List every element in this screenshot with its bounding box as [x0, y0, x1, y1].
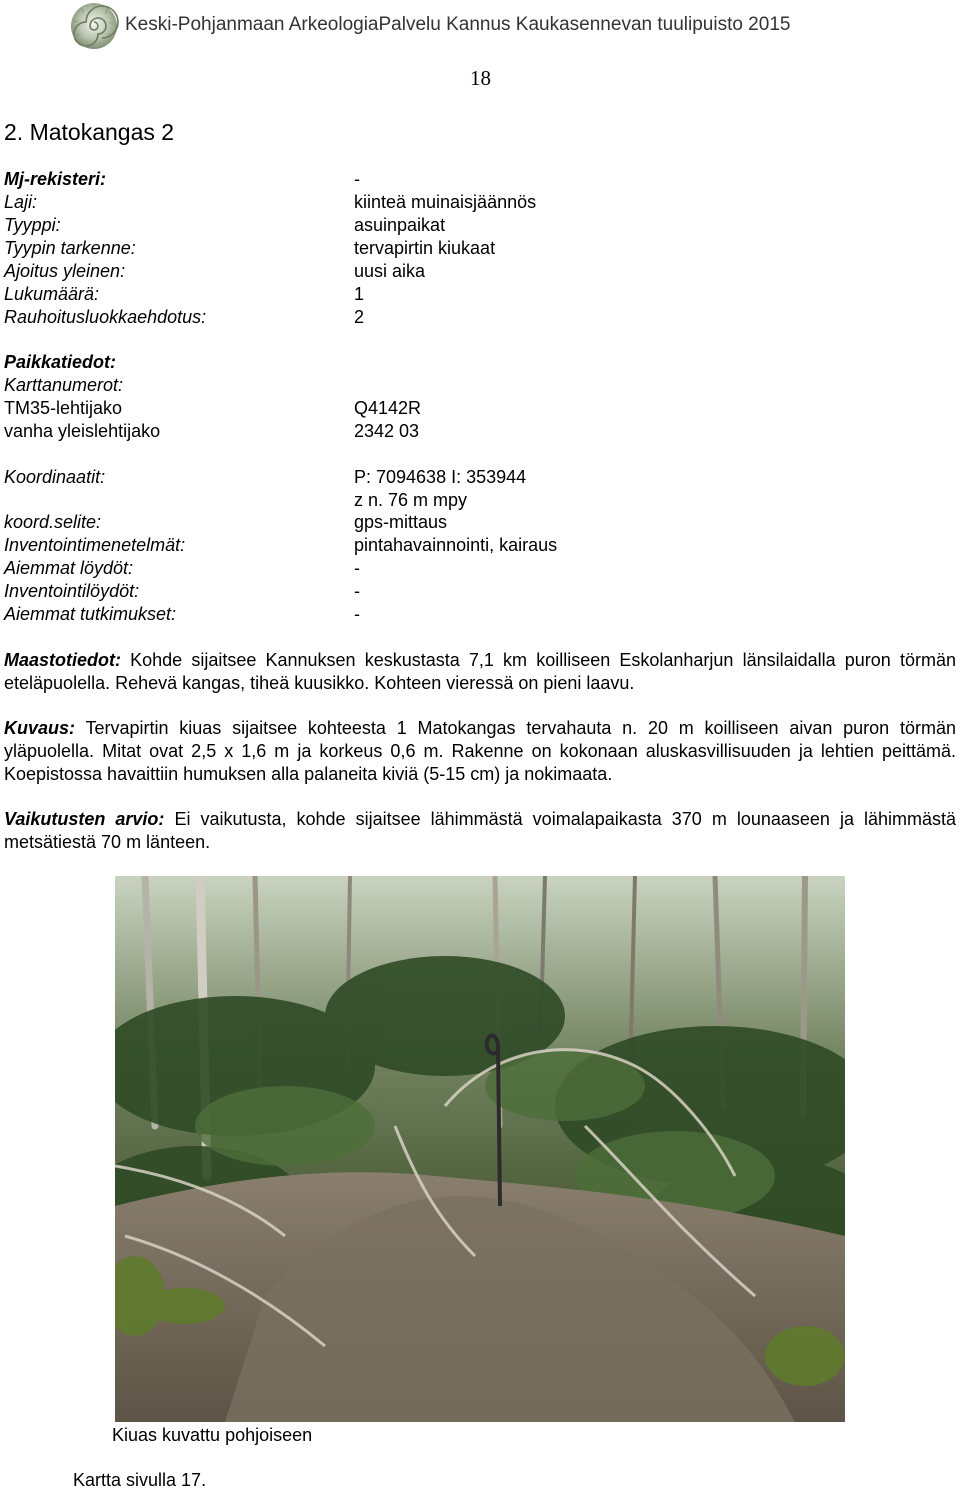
field-row — [4, 534, 944, 557]
registry-value: kiinteä muinaisjäännös — [354, 192, 537, 212]
registry-value: tervapirtin kiukaat — [354, 238, 496, 258]
header-title: Keski-Pohjanmaan ArkeologiaPalvelu Kannus Kaukasennevan tuulipuisto 2015 — [125, 14, 791, 35]
section-title: 2. Matokangas 2 — [4, 119, 175, 145]
field-label: Aiemmat tutkimukset: — [4, 604, 177, 624]
map-value: Q4142R — [354, 398, 422, 418]
map-label: TM35-lehtijako — [4, 398, 123, 418]
registry-row — [4, 306, 944, 329]
terrain-text: Kohde sijaitsee Kannuksen keskustasta 7,1 km koilliseen Eskolanharjun länsilaidalla puron törmän eteläpuolella. Rehevä kangas, tiheä kuusikko. Kohteen vieressä on pieni laavu. — [4, 650, 956, 693]
field-label: Aiemmat löydöt: — [4, 558, 134, 578]
impact-label: Vaikutusten arvio: — [4, 809, 165, 829]
impact-text: Ei vaikutusta, kohde sijaitsee lähimmästä voimalapaikasta 370 m lounaaseen ja lähimmästä metsätiestä 70 m länteen. — [4, 809, 957, 852]
registry-value: - — [354, 169, 360, 189]
registry-row — [4, 214, 944, 237]
impact-paragraph — [4, 808, 956, 854]
registry-label: Laji: — [4, 192, 38, 212]
map-label: vanha yleislehtijako — [4, 421, 161, 441]
registry-value: 2 — [354, 307, 365, 327]
map-row — [4, 420, 944, 443]
map-reference: Kartta sivulla 17. — [73, 1470, 207, 1490]
location-heading: Paikkatiedot: — [4, 352, 117, 372]
map-value: 2342 03 — [354, 421, 420, 441]
elevation-row — [4, 489, 944, 512]
ammonite-logo-icon — [68, 1, 120, 53]
location-heading-row — [4, 351, 944, 374]
registry-label: Tyypin tarkenne: — [4, 238, 136, 258]
field-label: Inventointimenetelmät: — [4, 535, 186, 555]
terrain-paragraph — [4, 649, 956, 695]
field-value: - — [354, 558, 360, 578]
description-label: Kuvaus: — [4, 718, 76, 738]
field-value: - — [354, 604, 360, 624]
registry-row — [4, 283, 944, 306]
field-row — [4, 580, 944, 603]
elevation-value: z n. 76 m mpy — [354, 490, 468, 510]
coordinates-value: P: 7094638 I: 353944 — [354, 467, 527, 487]
description-text: Tervapirtin kiuas sijaitsee kohteesta 1 Matokangas tervahauta n. 20 m koilliseen aivan puron törmän yläpuolella. Mitat ovat 2,5 x 1,6 m ja korkeus 0,6 m. Rakenne on kokonaan aluskasvillisuuden ja lehtien peittämä. Koepistossa havaittiin humuksen alla palaneita kiviä (5-15 cm) ja nokimaata. — [4, 718, 956, 784]
registry-row — [4, 260, 944, 283]
map-numbers-heading: Karttanumerot: — [4, 375, 124, 395]
registry-value: asuinpaikat — [354, 215, 446, 235]
photo-caption: Kiuas kuvattu pohjoiseen — [112, 1425, 313, 1445]
registry-row — [4, 237, 944, 260]
field-row — [4, 511, 944, 534]
registry-row — [4, 191, 944, 214]
description-paragraph — [4, 717, 956, 786]
registry-label: Mj-rekisteri: — [4, 169, 107, 189]
field-value: gps-mittaus — [354, 512, 448, 532]
registry-label: Ajoitus yleinen: — [4, 261, 126, 281]
terrain-label: Maastotiedot: — [4, 650, 121, 670]
page-number: 18 — [470, 66, 491, 90]
field-label: koord.selite: — [4, 512, 102, 532]
field-value: pintahavainnointi, kairaus — [354, 535, 558, 555]
registry-row — [4, 168, 944, 191]
registry-label: Lukumäärä: — [4, 284, 100, 304]
field-row — [4, 557, 944, 580]
map-numbers-row — [4, 374, 944, 397]
field-value: - — [354, 581, 360, 601]
coordinates-label: Koordinaatit: — [4, 467, 106, 487]
registry-label: Rauhoitusluokkaehdotus: — [4, 307, 207, 327]
map-row — [4, 397, 944, 420]
field-label: Inventointilöydöt: — [4, 581, 140, 601]
registry-value: uusi aika — [354, 261, 426, 281]
coordinates-row — [4, 466, 944, 489]
site-photo — [115, 876, 845, 1422]
field-row — [4, 603, 944, 626]
registry-value: 1 — [354, 284, 365, 304]
registry-label: Tyyppi: — [4, 215, 61, 235]
